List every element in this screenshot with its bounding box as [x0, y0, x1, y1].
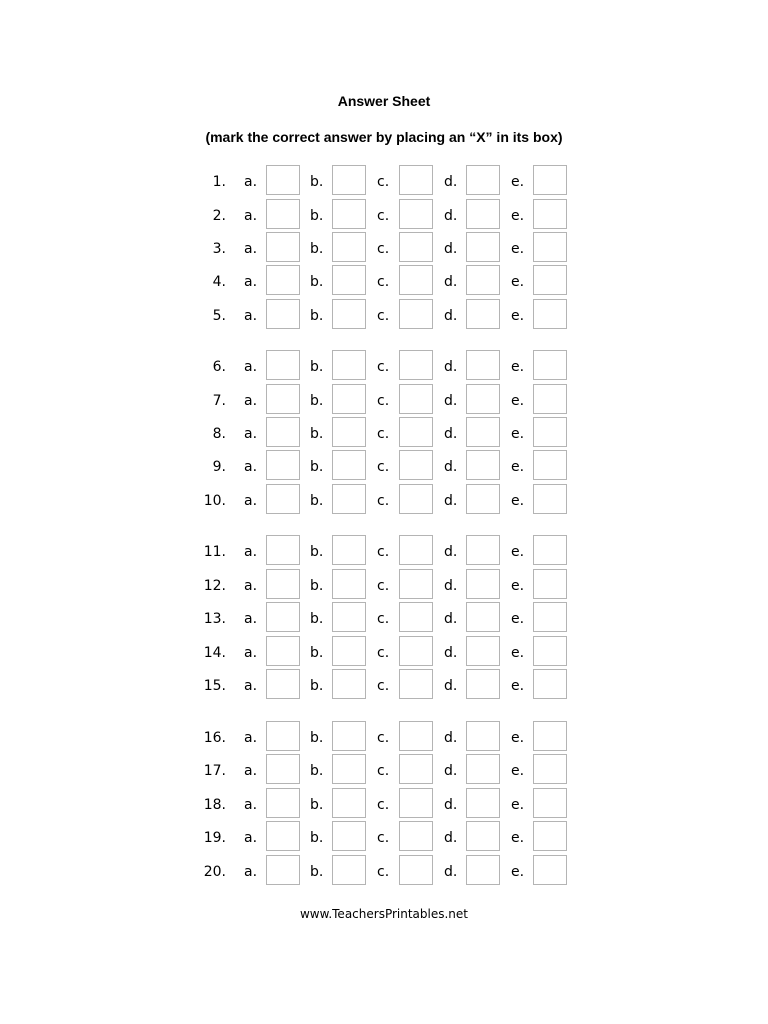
question-number: 3. [212, 241, 226, 257]
question-row [0, 602, 768, 634]
answer-box-c[interactable] [399, 821, 433, 851]
answer-box-c[interactable] [399, 299, 433, 329]
question-row [0, 821, 768, 853]
answer-box-e[interactable] [533, 265, 567, 295]
answer-box-d[interactable] [466, 855, 500, 885]
answer-box-c[interactable] [399, 636, 433, 666]
option-label-d: d. [444, 459, 458, 475]
question-number: 10. [203, 493, 226, 509]
answer-box-e[interactable] [533, 721, 567, 751]
answer-box-a[interactable] [266, 299, 300, 329]
option-label-b: b. [310, 241, 324, 257]
answer-box-e[interactable] [533, 855, 567, 885]
option-label-c: c. [377, 611, 390, 627]
question-row [0, 450, 768, 482]
option-label-c: c. [377, 645, 390, 661]
question-row [0, 569, 768, 601]
answer-box-d[interactable] [466, 265, 500, 295]
page-title: Answer Sheet [337, 93, 431, 109]
question-row [0, 754, 768, 786]
answer-box-d[interactable] [466, 350, 500, 380]
question-number: 8. [212, 426, 226, 442]
option-label-e: e. [511, 730, 525, 746]
answer-box-d[interactable] [466, 417, 500, 447]
option-label-e: e. [511, 678, 525, 694]
option-label-a: a. [244, 544, 258, 560]
option-label-b: b. [310, 864, 324, 880]
option-label-a: a. [244, 645, 258, 661]
option-label-e: e. [511, 645, 525, 661]
option-label-a: a. [244, 174, 258, 190]
option-label-b: b. [310, 830, 324, 846]
option-label-c: c. [377, 797, 390, 813]
option-label-e: e. [511, 578, 525, 594]
question-row [0, 232, 768, 264]
question-number: 15. [203, 678, 226, 694]
answer-box-a[interactable] [266, 232, 300, 262]
option-label-c: c. [377, 359, 390, 375]
option-label-b: b. [310, 730, 324, 746]
answer-box-d[interactable] [466, 754, 500, 784]
answer-box-e[interactable] [533, 384, 567, 414]
answer-box-d[interactable] [466, 484, 500, 514]
option-label-d: d. [444, 797, 458, 813]
answer-box-e[interactable] [533, 484, 567, 514]
answer-box-a[interactable] [266, 821, 300, 851]
option-label-b: b. [310, 308, 324, 324]
answer-box-a[interactable] [266, 535, 300, 565]
option-label-e: e. [511, 493, 525, 509]
answer-box-a[interactable] [266, 417, 300, 447]
option-label-c: c. [377, 241, 390, 257]
answer-box-c[interactable] [399, 602, 433, 632]
instructions-text: (mark the correct answer by placing an “X” in its box) [205, 129, 563, 145]
question-number: 9. [212, 459, 226, 475]
answer-box-d[interactable] [466, 299, 500, 329]
option-label-e: e. [511, 208, 525, 224]
option-label-a: a. [244, 730, 258, 746]
option-label-a: a. [244, 797, 258, 813]
option-label-e: e. [511, 274, 525, 290]
question-number: 12. [203, 578, 226, 594]
answer-box-e[interactable] [533, 417, 567, 447]
option-label-a: a. [244, 274, 258, 290]
option-label-c: c. [377, 393, 390, 409]
option-label-c: c. [377, 678, 390, 694]
answer-box-c[interactable] [399, 165, 433, 195]
answer-box-a[interactable] [266, 384, 300, 414]
option-label-e: e. [511, 174, 525, 190]
option-label-b: b. [310, 578, 324, 594]
answer-box-b[interactable] [332, 855, 366, 885]
option-label-c: c. [377, 578, 390, 594]
answer-box-b[interactable] [332, 669, 366, 699]
answer-box-c[interactable] [399, 721, 433, 751]
option-label-d: d. [444, 359, 458, 375]
option-label-c: c. [377, 763, 390, 779]
question-row [0, 165, 768, 197]
option-label-b: b. [310, 678, 324, 694]
answer-box-e[interactable] [533, 788, 567, 818]
option-label-d: d. [444, 864, 458, 880]
answer-box-a[interactable] [266, 669, 300, 699]
answer-box-e[interactable] [533, 535, 567, 565]
answer-box-c[interactable] [399, 484, 433, 514]
question-number: 20. [203, 864, 226, 880]
answer-box-a[interactable] [266, 754, 300, 784]
option-label-a: a. [244, 308, 258, 324]
answer-box-e[interactable] [533, 299, 567, 329]
answer-box-d[interactable] [466, 821, 500, 851]
option-label-d: d. [444, 274, 458, 290]
option-label-d: d. [444, 174, 458, 190]
answer-box-e[interactable] [533, 569, 567, 599]
answer-box-d[interactable] [466, 636, 500, 666]
option-label-a: a. [244, 678, 258, 694]
question-row [0, 350, 768, 382]
option-label-e: e. [511, 611, 525, 627]
answer-box-e[interactable] [533, 450, 567, 480]
answer-box-d[interactable] [466, 721, 500, 751]
option-label-d: d. [444, 645, 458, 661]
question-row [0, 636, 768, 668]
answer-box-d[interactable] [466, 199, 500, 229]
answer-box-c[interactable] [399, 232, 433, 262]
option-label-c: c. [377, 493, 390, 509]
answer-box-d[interactable] [466, 384, 500, 414]
option-label-d: d. [444, 830, 458, 846]
option-label-a: a. [244, 493, 258, 509]
option-label-d: d. [444, 241, 458, 257]
answer-box-e[interactable] [533, 669, 567, 699]
answer-box-d[interactable] [466, 788, 500, 818]
option-label-e: e. [511, 241, 525, 257]
option-label-d: d. [444, 308, 458, 324]
answer-box-a[interactable] [266, 199, 300, 229]
option-label-a: a. [244, 830, 258, 846]
answer-box-c[interactable] [399, 569, 433, 599]
question-number: 19. [203, 830, 226, 846]
answer-box-c[interactable] [399, 350, 433, 380]
answer-box-e[interactable] [533, 821, 567, 851]
option-label-d: d. [444, 578, 458, 594]
option-label-a: a. [244, 359, 258, 375]
answer-box-c[interactable] [399, 199, 433, 229]
option-label-a: a. [244, 578, 258, 594]
option-label-c: c. [377, 274, 390, 290]
option-label-e: e. [511, 426, 525, 442]
option-label-d: d. [444, 763, 458, 779]
answer-box-a[interactable] [266, 265, 300, 295]
question-number: 16. [203, 730, 226, 746]
option-label-c: c. [377, 208, 390, 224]
answer-box-d[interactable] [466, 669, 500, 699]
option-label-b: b. [310, 763, 324, 779]
answer-box-b[interactable] [332, 721, 366, 751]
question-row [0, 384, 768, 416]
answer-box-a[interactable] [266, 569, 300, 599]
footer-url: www.TeachersPrintables.net [299, 907, 468, 921]
question-row [0, 535, 768, 567]
answer-box-b[interactable] [332, 232, 366, 262]
answer-box-a[interactable] [266, 855, 300, 885]
option-label-b: b. [310, 611, 324, 627]
option-label-d: d. [444, 611, 458, 627]
answer-box-d[interactable] [466, 535, 500, 565]
answer-box-b[interactable] [332, 636, 366, 666]
question-number: 18. [203, 797, 226, 813]
answer-box-b[interactable] [332, 199, 366, 229]
option-label-b: b. [310, 174, 324, 190]
answer-box-e[interactable] [533, 754, 567, 784]
answer-box-b[interactable] [332, 265, 366, 295]
option-label-a: a. [244, 393, 258, 409]
answer-box-b[interactable] [332, 417, 366, 447]
option-label-d: d. [444, 493, 458, 509]
answer-box-d[interactable] [466, 569, 500, 599]
option-label-b: b. [310, 359, 324, 375]
option-label-a: a. [244, 241, 258, 257]
answer-box-c[interactable] [399, 535, 433, 565]
answer-box-b[interactable] [332, 821, 366, 851]
answer-box-c[interactable] [399, 265, 433, 295]
option-label-c: c. [377, 864, 390, 880]
question-row [0, 265, 768, 297]
answer-box-e[interactable] [533, 350, 567, 380]
answer-box-d[interactable] [466, 232, 500, 262]
option-label-a: a. [244, 426, 258, 442]
answer-box-b[interactable] [332, 450, 366, 480]
option-label-b: b. [310, 544, 324, 560]
answer-box-b[interactable] [332, 165, 366, 195]
option-label-a: a. [244, 459, 258, 475]
option-label-d: d. [444, 393, 458, 409]
option-label-e: e. [511, 763, 525, 779]
answer-box-b[interactable] [332, 535, 366, 565]
answer-box-b[interactable] [332, 788, 366, 818]
answer-box-b[interactable] [332, 602, 366, 632]
option-label-e: e. [511, 544, 525, 560]
option-label-c: c. [377, 426, 390, 442]
answer-box-a[interactable] [266, 602, 300, 632]
question-row [0, 299, 768, 331]
question-row [0, 721, 768, 753]
answer-box-c[interactable] [399, 754, 433, 784]
question-number: 14. [203, 645, 226, 661]
option-label-e: e. [511, 864, 525, 880]
option-label-b: b. [310, 426, 324, 442]
answer-box-c[interactable] [399, 788, 433, 818]
option-label-e: e. [511, 797, 525, 813]
option-label-b: b. [310, 645, 324, 661]
option-label-e: e. [511, 393, 525, 409]
option-label-d: d. [444, 208, 458, 224]
answer-box-b[interactable] [332, 299, 366, 329]
option-label-b: b. [310, 797, 324, 813]
question-number: 11. [203, 544, 226, 560]
option-label-a: a. [244, 208, 258, 224]
answer-box-a[interactable] [266, 484, 300, 514]
question-number: 2. [212, 208, 226, 224]
option-label-e: e. [511, 359, 525, 375]
answer-box-e[interactable] [533, 602, 567, 632]
option-label-c: c. [377, 730, 390, 746]
question-row [0, 199, 768, 231]
option-label-a: a. [244, 763, 258, 779]
option-label-c: c. [377, 174, 390, 190]
question-row [0, 417, 768, 449]
question-number: 5. [212, 308, 226, 324]
question-number: 1. [212, 174, 226, 190]
question-row [0, 484, 768, 516]
option-label-c: c. [377, 459, 390, 475]
answer-box-d[interactable] [466, 602, 500, 632]
option-label-c: c. [377, 830, 390, 846]
answer-box-e[interactable] [533, 232, 567, 262]
option-label-b: b. [310, 459, 324, 475]
option-label-e: e. [511, 308, 525, 324]
option-label-a: a. [244, 864, 258, 880]
option-label-d: d. [444, 678, 458, 694]
option-label-b: b. [310, 208, 324, 224]
answer-box-a[interactable] [266, 721, 300, 751]
answer-box-b[interactable] [332, 569, 366, 599]
question-number: 6. [212, 359, 226, 375]
answer-box-d[interactable] [466, 165, 500, 195]
answer-box-c[interactable] [399, 450, 433, 480]
question-row [0, 669, 768, 701]
answer-box-e[interactable] [533, 636, 567, 666]
answer-box-a[interactable] [266, 636, 300, 666]
answer-box-b[interactable] [332, 350, 366, 380]
option-label-b: b. [310, 274, 324, 290]
option-label-d: d. [444, 730, 458, 746]
question-number: 7. [212, 393, 226, 409]
answer-box-c[interactable] [399, 855, 433, 885]
question-row [0, 855, 768, 887]
question-number: 17. [203, 763, 226, 779]
option-label-b: b. [310, 393, 324, 409]
answer-box-e[interactable] [533, 199, 567, 229]
answer-box-d[interactable] [466, 450, 500, 480]
option-label-a: a. [244, 611, 258, 627]
option-label-d: d. [444, 544, 458, 560]
option-label-e: e. [511, 830, 525, 846]
answer-box-e[interactable] [533, 165, 567, 195]
option-label-e: e. [511, 459, 525, 475]
option-label-b: b. [310, 493, 324, 509]
question-number: 13. [203, 611, 226, 627]
question-number: 4. [212, 274, 226, 290]
answer-box-a[interactable] [266, 350, 300, 380]
question-row [0, 788, 768, 820]
answer-box-a[interactable] [266, 788, 300, 818]
option-label-c: c. [377, 308, 390, 324]
answer-box-a[interactable] [266, 450, 300, 480]
answer-box-a[interactable] [266, 165, 300, 195]
answer-box-c[interactable] [399, 417, 433, 447]
answer-box-c[interactable] [399, 669, 433, 699]
answer-box-c[interactable] [399, 384, 433, 414]
answer-box-b[interactable] [332, 754, 366, 784]
answer-box-b[interactable] [332, 384, 366, 414]
option-label-c: c. [377, 544, 390, 560]
answer-box-b[interactable] [332, 484, 366, 514]
option-label-d: d. [444, 426, 458, 442]
